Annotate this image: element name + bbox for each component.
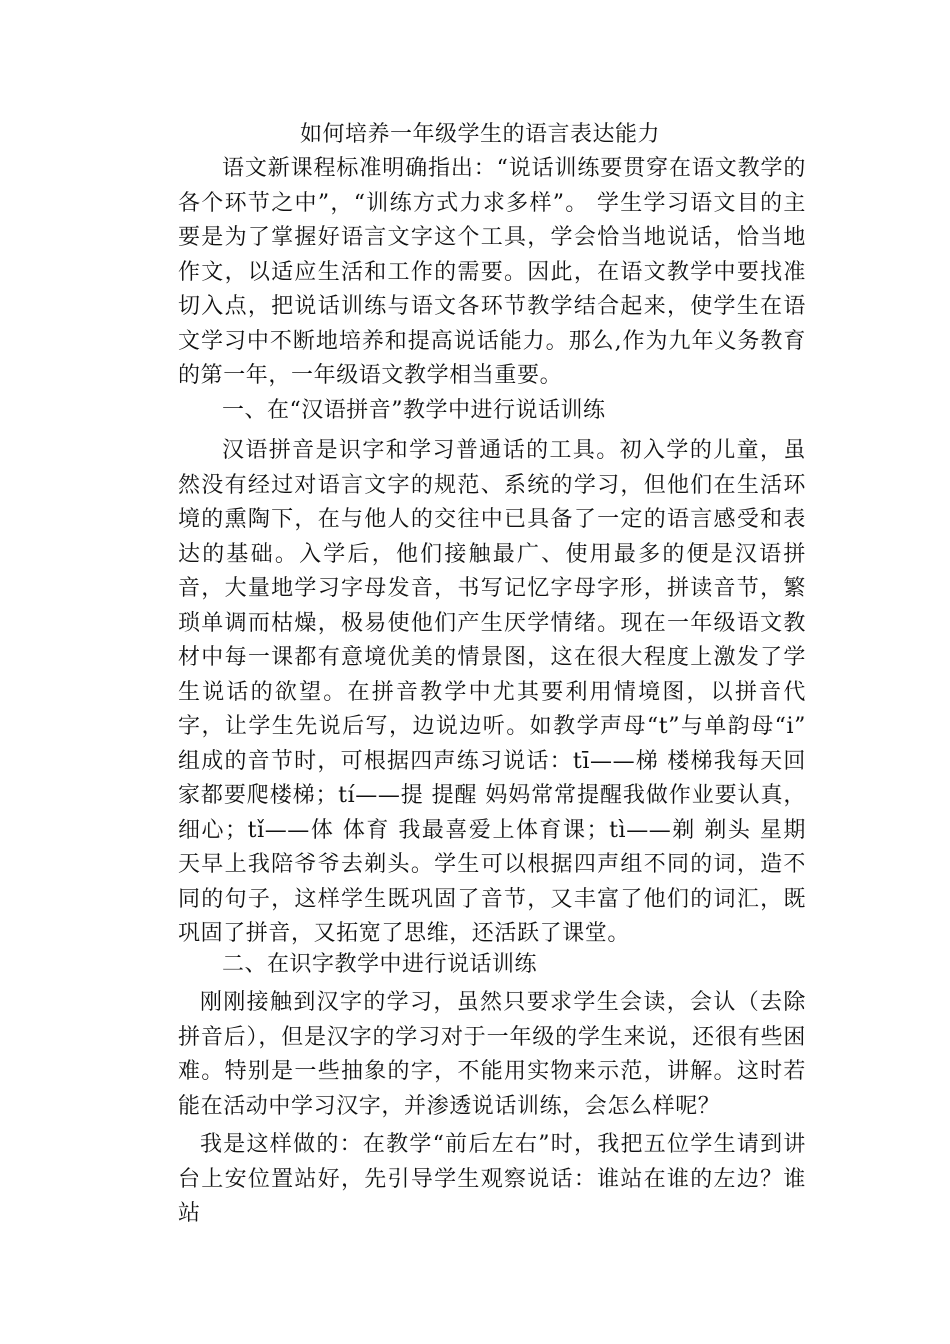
intro-paragraph: 语文新课程标准明确指出：“说话训练要贯穿在语文教学的各个环节之中”，“训练方式力求多样”。 学生学习语文目的主要是为了掌握好语言文字这个工具，学会恰当地说话，恰当地作文，以适应生活和工作的需要。因此，在语文教学中要找准切入点，把说话训练与语文各环节教学结合起来，使学生在语文学习中不断地培养和提高说话能力。那么,作为九年义务教育的第一年，一年级语文教学相当重要。 bbox=[178, 156, 806, 388]
section-1-heading: 一、在“汉语拼音”教学中进行说话训练 bbox=[222, 398, 606, 423]
section-1-paragraph: 汉语拼音是识字和学习普通话的工具。初入学的儿童，虽然没有经过对语言文字的规范、系统的学习，但他们在生活环境的熏陶下，在与他人的交往中已具备了一定的语言感受和表达的基础。入学后，他们接触最广、使用最多的便是汉语拼音，大量地学习字母发音，书写记忆字母字形，拼读音节，繁琐单调而枯燥，极易使他们产生厌学情绪。现在一年级语文教材中每一课都有意境优美的情景图，这在很大程度上激发了学生说话的欲望。在拼音教学中尤其要利用情境图，以拼音代字，让学生先说后写，边说边听。如教学声母“t”与单韵母“i” 组成的音节时，可根据四声练习说话：tī——梯 楼梯我每天回家都要爬楼梯；tí——提 提醒 妈妈常常提醒我做作业要认真，细心；tǐ——体 体育 我最喜爱上体育课；tì——剃 剃头 星期天早上我陪爷爷去剃头。学生可以根据四声组不同的词，造不同的句子，这样学生既巩固了音节，又丰富了他们的词汇，既巩固了拼音，又拓宽了思维，还活跃了课堂。 bbox=[178, 438, 806, 946]
section-2-paragraph-1: 刚刚接触到汉字的学习，虽然只要求学生会读，会认（去除拼音后），但是汉字的学习对于一年级的学生来说，还很有些困难。特别是一些抽象的字，不能用实物来示范，讲解。这时若能在活动中学习汉字，并渗透说话训练，会怎么样呢？ bbox=[178, 990, 806, 1119]
section-2-heading: 二、在识字教学中进行说话训练 bbox=[222, 952, 538, 977]
section-2-paragraph-2: 我是这样做的：在教学“前后左右”时，我把五位学生请到讲台上安位置站好，先引导学生观察说话：谁站在谁的左边？谁站 bbox=[178, 1132, 806, 1226]
document-title: 如何培养一年级学生的语言表达能力 bbox=[300, 122, 661, 147]
